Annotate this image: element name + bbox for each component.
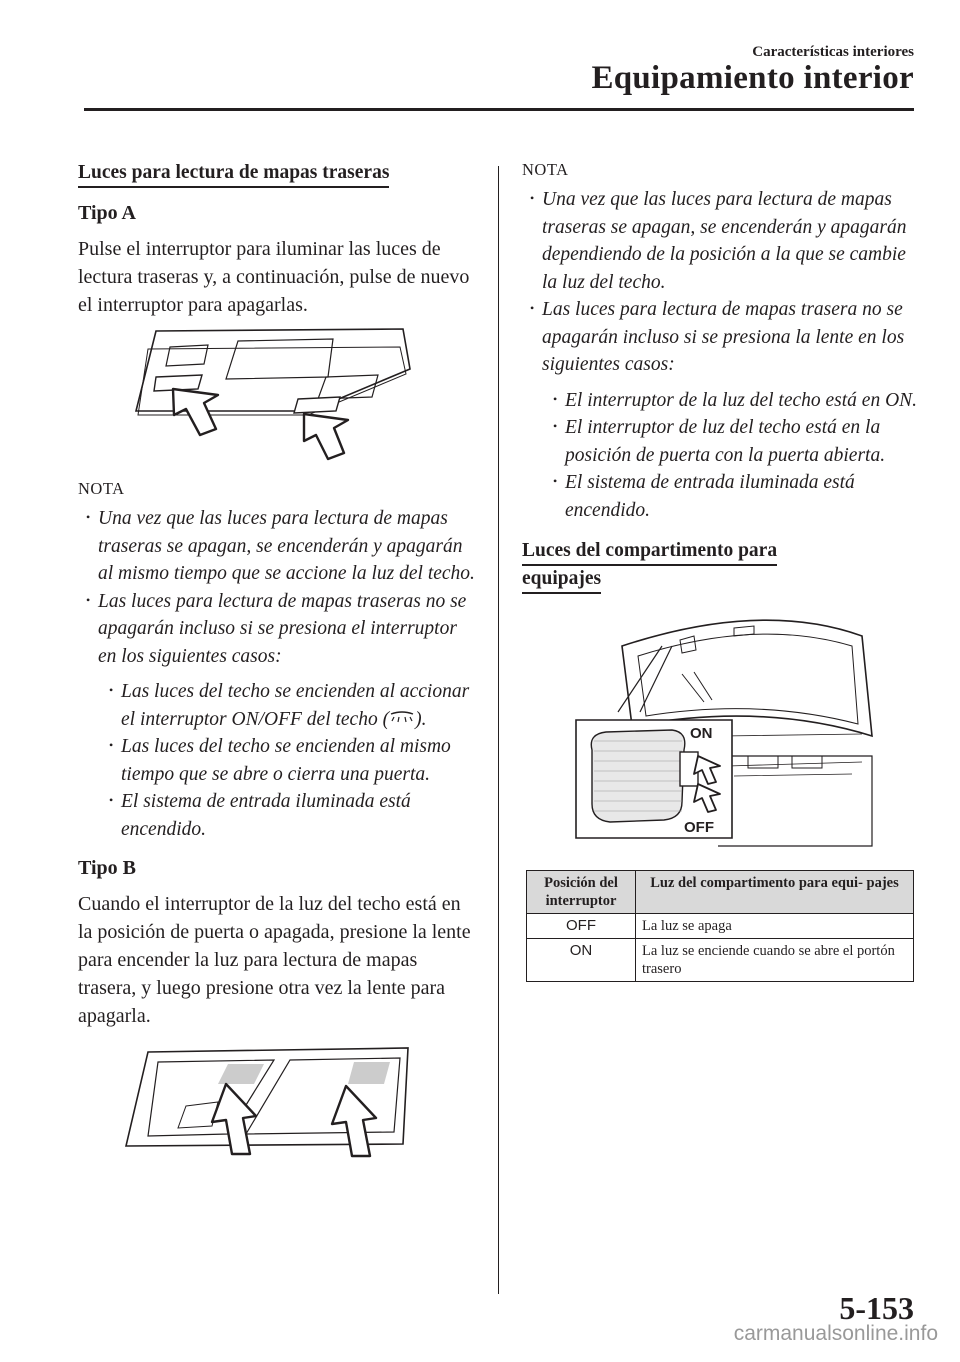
sub-bullet-1-text-a: Las luces del techo se encienden al accionar el interruptor ON/OFF del techo ( xyxy=(121,681,470,730)
table-header-row xyxy=(527,871,914,914)
type-a-heading: Tipo A xyxy=(78,202,136,224)
table-cell-off-desc: La luz se apaga xyxy=(636,914,914,939)
figure-on-label: ON xyxy=(690,725,713,742)
nota-label-right: NOTA xyxy=(522,160,569,179)
nota-bullet-2: • Las luces para lectura de mapas traseras no se apagarán incluso si se presiona el interruptor en los siguientes casos: xyxy=(78,588,478,671)
table-cell-off: OFF xyxy=(527,914,636,939)
right-column xyxy=(522,160,918,982)
type-b-heading: Tipo B xyxy=(78,857,136,879)
section-heading-luggage-line2: equipajes xyxy=(522,566,601,594)
figure-off-label: OFF xyxy=(684,819,714,836)
table-header-position: Posición del interruptor xyxy=(527,871,636,914)
nota-sub-bullet-2: • Las luces del techo se encienden al mismo tiempo que se abre o cierra una puerta. xyxy=(78,733,478,788)
nota-sub-bullet-1 xyxy=(78,678,478,733)
table-header-light: Luz del compartimento para equi- pajes xyxy=(636,871,914,914)
header-rule xyxy=(84,108,914,111)
right-nota-sub-bullet-2: • El interruptor de luz del techo está en la posición de puerta con la puerta abierta. xyxy=(522,414,918,469)
header-chapter: Equipamiento interior xyxy=(591,60,914,96)
header-section: Características interiores xyxy=(752,44,914,60)
type-a-text: Pulse el interruptor para iluminar las luces de lectura traseras y, a continuación, pulse de nuevo el interruptor para apagarlas. xyxy=(78,238,470,316)
nota-bullet-1: • Una vez que las luces para lectura de mapas traseras se apagan, se encenderán y apagarán al mismo tiempo que se accione la luz del techo. xyxy=(78,505,478,588)
page-number: 5-153 xyxy=(839,1290,914,1326)
section-heading-rear-map-lights: Luces para lectura de mapas traseras xyxy=(78,160,389,188)
right-nota-bullet-1: • Una vez que las luces para lectura de mapas traseras se apagan, se encenderán y apagarán dependiendo de la posición a la que se cambie la luz del techo. xyxy=(522,186,918,296)
left-column xyxy=(78,160,478,1164)
luggage-compartment-illustration xyxy=(522,606,918,856)
watermark: carmanualsonline.info xyxy=(733,1322,938,1345)
right-nota-sub-bullet-3: • El sistema de entrada iluminada está encendido. xyxy=(522,469,918,524)
table-cell-on: ON xyxy=(527,939,636,982)
type-b-lens-illustration xyxy=(78,1034,478,1164)
type-a-switch-illustration xyxy=(78,319,478,469)
section-heading-luggage-line1: Luces del compartimento para xyxy=(522,538,777,566)
ceiling-light-icon xyxy=(389,711,415,725)
table-row xyxy=(527,939,914,982)
nota-sub-bullet-3: • El sistema de entrada iluminada está encendido. xyxy=(78,788,478,843)
table-row xyxy=(527,914,914,939)
right-nota-sub-bullet-1: • El interruptor de la luz del techo está en ON. xyxy=(522,387,918,415)
right-nota-bullet-2: • Las luces para lectura de mapas trasera no se apagarán incluso si se presiona la lente en los siguientes casos: xyxy=(522,296,918,379)
column-divider xyxy=(498,166,499,1294)
luggage-light-table xyxy=(526,870,914,982)
table-cell-on-desc: La luz se enciende cuando se abre el portón trasero xyxy=(636,939,914,982)
sub-bullet-1-text-b: ). xyxy=(415,708,427,730)
nota-label-left: NOTA xyxy=(78,479,125,498)
type-b-text: Cuando el interruptor de la luz del techo está en la posición de puerta o apagada, presione la lente para encender la luz para lectura de mapas trasera, y luego presione otra vez la lente para apagarla. xyxy=(78,893,471,1027)
